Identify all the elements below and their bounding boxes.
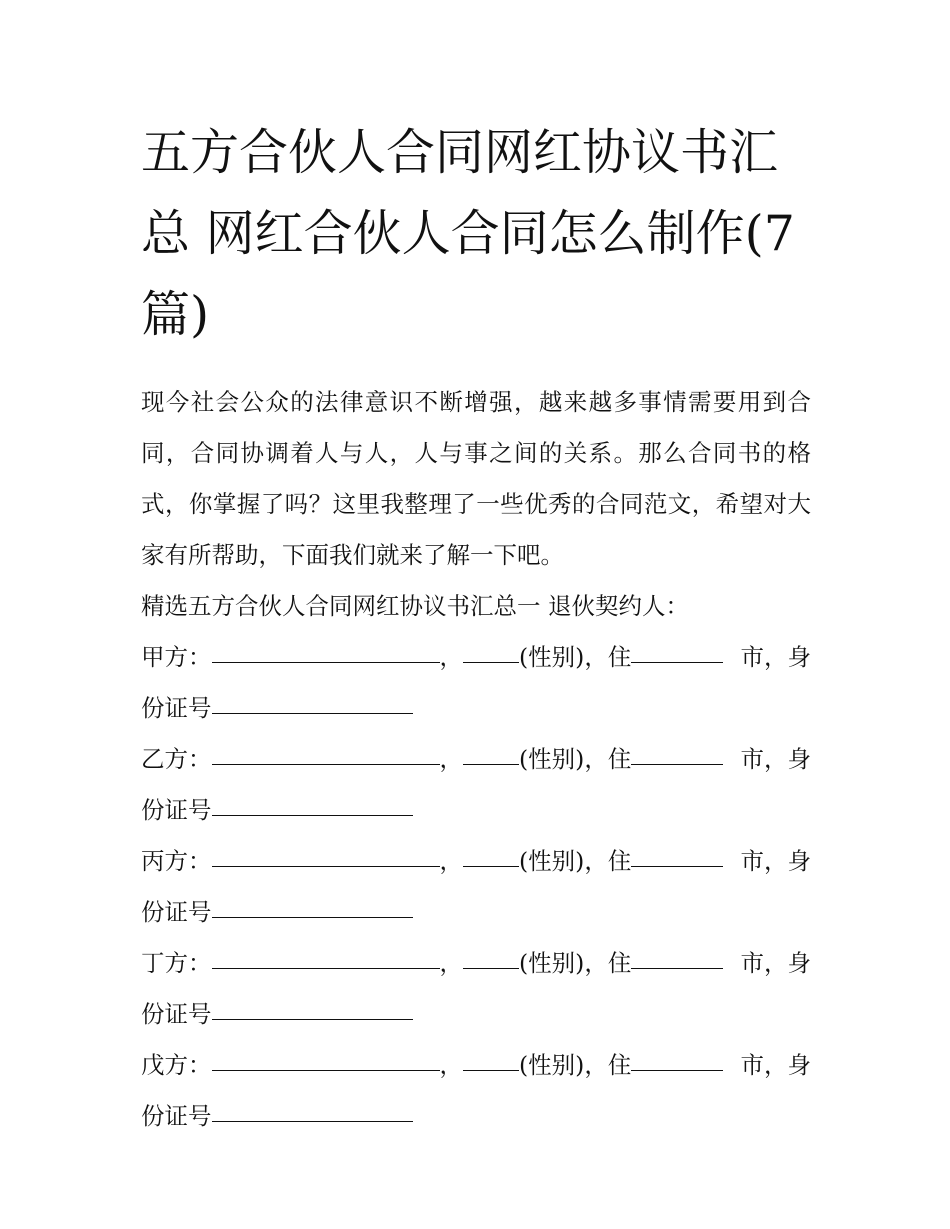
name-blank[interactable] bbox=[212, 763, 440, 765]
city-blank[interactable] bbox=[631, 967, 723, 969]
city-label: 市，身 bbox=[740, 745, 811, 773]
id-label: 份证号 bbox=[141, 1000, 212, 1028]
gender-blank[interactable] bbox=[463, 661, 519, 663]
party-label: 丙方： bbox=[141, 847, 212, 875]
party-line bbox=[141, 938, 811, 989]
id-label: 份证号 bbox=[141, 898, 212, 926]
section-heading: 精选五方合伙人合同网红协议书汇总一 退伙契约人： bbox=[141, 592, 689, 620]
city-label: 市，身 bbox=[740, 1051, 811, 1079]
city-blank[interactable] bbox=[631, 763, 723, 765]
party-label: 丁方： bbox=[141, 949, 212, 977]
id-line bbox=[141, 683, 811, 734]
name-blank[interactable] bbox=[212, 967, 440, 969]
party-label: 甲方： bbox=[141, 643, 212, 671]
city-blank[interactable] bbox=[631, 865, 723, 867]
comma: ， bbox=[439, 643, 463, 671]
gender-label: (性别)，住 bbox=[519, 1051, 632, 1079]
id-label: 份证号 bbox=[141, 1102, 212, 1130]
gender-label: (性别)，住 bbox=[519, 745, 632, 773]
intro-paragraph: 现今社会公众的法律意识不断增强，越来越多事情需要用到合同，合同协调着人与人，人与事之间的关系。那么合同书的格式，你掌握了吗？这里我整理了一些优秀的合同范文，希望对大家有所帮助，下面我们就来了解一下吧。 bbox=[141, 388, 811, 569]
id-blank[interactable] bbox=[212, 814, 413, 816]
document-title: 五方合伙人合同网红协议书汇总 网红合伙人合同怎么制作(7篇) bbox=[141, 124, 795, 343]
gender-blank[interactable] bbox=[463, 865, 519, 867]
party-line bbox=[141, 836, 811, 887]
party-line bbox=[141, 734, 811, 785]
gender-label: (性别)，住 bbox=[519, 643, 632, 671]
comma: ， bbox=[439, 745, 463, 773]
id-line bbox=[141, 989, 811, 1040]
id-line bbox=[141, 1091, 811, 1142]
gender-blank[interactable] bbox=[463, 1069, 519, 1071]
city-label: 市，身 bbox=[740, 847, 811, 875]
comma: ， bbox=[439, 847, 463, 875]
id-label: 份证号 bbox=[141, 796, 212, 824]
city-blank[interactable] bbox=[631, 1069, 723, 1071]
party-line bbox=[141, 632, 811, 683]
name-blank[interactable] bbox=[212, 865, 440, 867]
gender-blank[interactable] bbox=[463, 763, 519, 765]
id-blank[interactable] bbox=[212, 1018, 413, 1020]
gender-blank[interactable] bbox=[463, 967, 519, 969]
id-line bbox=[141, 887, 811, 938]
id-blank[interactable] bbox=[212, 1120, 413, 1122]
city-label: 市，身 bbox=[740, 643, 811, 671]
party-label: 戊方： bbox=[141, 1051, 212, 1079]
comma: ， bbox=[439, 1051, 463, 1079]
name-blank[interactable] bbox=[212, 661, 440, 663]
id-blank[interactable] bbox=[212, 712, 413, 714]
gender-label: (性别)，住 bbox=[519, 847, 632, 875]
id-label: 份证号 bbox=[141, 694, 212, 722]
comma: ， bbox=[439, 949, 463, 977]
party-label: 乙方： bbox=[141, 745, 212, 773]
city-blank[interactable] bbox=[631, 661, 723, 663]
id-line bbox=[141, 785, 811, 836]
name-blank[interactable] bbox=[212, 1069, 440, 1071]
city-label: 市，身 bbox=[740, 949, 811, 977]
id-blank[interactable] bbox=[212, 916, 413, 918]
gender-label: (性别)，住 bbox=[519, 949, 632, 977]
document-page bbox=[141, 112, 811, 1142]
party-line bbox=[141, 1040, 811, 1091]
